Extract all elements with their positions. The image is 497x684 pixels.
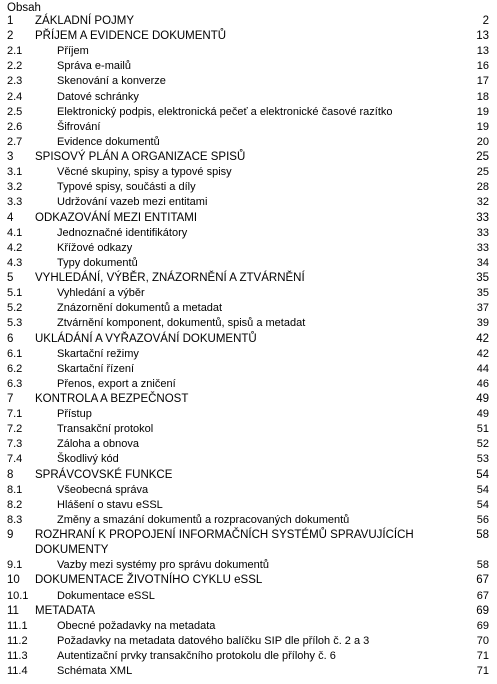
toc-entry-title: Udržování vazeb mezi entitami [57,196,208,209]
toc-entry-title: Přenos, export a zničení [57,377,176,390]
toc-entry-title: Skenování a konverze [57,75,166,88]
toc-entry-page: 33 [476,241,489,254]
toc-entry-title: ROZHRANÍ K PROPOJENÍ INFORMAČNÍCH SYSTÉMŮ SPRAVUJÍCÍCH DOKUMENTY [35,529,414,557]
toc-entry-title: PŘÍJEM A EVIDENCE DOKUMENTŮ [35,30,227,43]
toc-entry-page: 52 [476,438,489,451]
toc-entry-title: Skartační režimy [57,347,139,360]
toc-entry-title: Schémata XML [57,665,133,678]
toc-entry-page: 13 [476,30,489,43]
toc-entry-page: 16 [476,60,489,73]
toc-entry-page: 58 [476,559,489,572]
toc-entry-page: 42 [476,332,489,345]
toc-entry-number: 6.2 [7,362,23,375]
toc-entry-title: ZÁKLADNÍ POJMY [35,15,135,27]
toc-entry-page: 20 [476,135,489,148]
toc-entry-title: Transakční protokol [57,423,154,436]
toc-entry-number: 3.2 [7,181,23,194]
toc-entry-title: Datové schránky [57,90,139,103]
toc-entry-number: 9.1 [7,559,23,572]
toc-entry-page: 70 [476,634,489,647]
toc-entry-page: 67 [476,589,489,602]
toc-entry-number: 11.1 [7,619,28,632]
toc-entry-page: 13 [476,45,489,58]
toc-entry-number: 8.1 [7,483,23,496]
toc-entry-page: 19 [476,120,489,133]
toc-entry-title: DOKUMENTACE ŽIVOTNÍHO CYKLU eSSL [35,574,263,587]
toc-entry-title: Věcné skupiny, spisy a typové spisy [57,166,232,179]
toc-entry-number: 8 [7,468,14,481]
toc-entry-page: 42 [476,347,489,360]
toc-entry-number: 3.1 [7,166,23,179]
toc-entry-page: 69 [476,604,489,617]
toc-entry-number: 11 [7,604,19,617]
toc-entry-number: 10.1 [7,589,29,602]
toc-entry-title: Dokumentace eSSL [57,589,155,602]
toc-entry-title: Šifrování [57,120,101,133]
toc-entry-number: 10 [7,574,20,587]
toc-entry-page: 33 [476,226,489,239]
toc-entry-page: 32 [476,196,489,209]
toc-entry-number: 11.4 [7,665,28,678]
toc-entry-number: 2.3 [7,75,23,88]
toc-entry-number: 6.3 [7,377,23,390]
toc-entry-number: 11.3 [7,650,28,663]
toc-entry-number: 5.2 [7,302,23,315]
toc-entry-page: 37 [476,302,489,315]
toc-entry-title: Evidence dokumentů [57,135,160,148]
toc-entry-number: 3 [7,151,14,164]
toc-entry-page: 54 [476,498,489,511]
toc-entry-number: 2 [7,30,14,43]
toc-entry-page: 54 [476,468,489,481]
toc-entry-number: 1 [7,15,14,27]
toc-entry-title: SPISOVÝ PLÁN A ORGANIZACE SPISŮ [35,151,246,164]
toc-entry-page: 46 [476,377,489,390]
toc-entry-number: 11.2 [7,634,28,647]
toc-entry-number: 4.3 [7,256,23,269]
toc-entry-number: 6.1 [7,347,23,360]
toc-entry-page: 56 [476,513,489,526]
toc-entry-page: 34 [476,256,489,269]
toc-entry-title: Příjem [57,45,89,58]
toc-entry-title: Elektronický podpis, elektronická pečeť a elektronické časové razítko [57,105,393,118]
toc-entry-number: 8.2 [7,498,23,511]
toc-entry-number: 4 [7,211,14,224]
toc-entry-title: Typy dokumentů [57,256,138,269]
toc-entry-title: Všeobecná správa [57,483,149,496]
toc-entry-number: 5.3 [7,317,23,330]
toc-entry-title: KONTROLA A BEZPEČNOST [35,393,189,405]
toc-entry-page: 67 [476,574,489,587]
toc-entry-number: 7 [7,393,14,405]
toc-entry-title: Obecné požadavky na metadata [57,619,216,632]
toc-entry-title: Autentizační prvky transakčního protokolu dle přílohy č. 6 [57,650,336,663]
toc-entry-title: Znázornění dokumentů a metadat [57,302,223,315]
toc-entry-number: 2.7 [7,135,23,148]
toc-entry-title: Hlášení o stavu eSSL [57,498,163,511]
toc-entry-page: 19 [476,105,489,118]
toc-entry-number: 6 [7,332,14,345]
toc-entry-title: UKLÁDÁNÍ A VYŘAZOVÁNÍ DOKUMENTŮ [35,332,257,345]
toc-entry-page: 35 [476,272,489,285]
toc-entry-page: 71 [476,665,489,678]
toc-entry-number: 4.1 [7,226,23,239]
toc-entry-title: SPRÁVCOVSKÉ FUNKCE [35,468,173,481]
toc-entry-page: 58 [476,529,489,542]
toc-entry-number: 2.1 [7,45,23,58]
toc-entry-title: Vazby mezi systémy pro správu dokumentů [57,559,269,572]
toc-entry-title: Vyhledání a výběr [57,287,145,300]
toc-entry-title: Přístup [57,408,92,421]
toc-entry-number: 2.6 [7,120,23,133]
toc-entry-number: 7.2 [7,423,23,436]
toc-entry-page: 44 [476,362,489,375]
toc-entry-page: 49 [476,393,489,405]
toc-entry-page: 25 [476,151,489,164]
toc-entry-title: VYHLEDÁNÍ, VÝBĚR, ZNÁZORNĚNÍ A ZTVÁRNĚNÍ [35,272,305,285]
toc-entry-page: 51 [476,423,489,436]
toc-entry-page: 17 [476,75,489,88]
toc-entry-number: 2.2 [7,60,23,73]
toc-entry-title: METADATA [35,604,96,617]
toc-entry-page: 53 [476,453,489,466]
toc-entry-number: 5 [7,272,14,285]
toc-entry-number: 2.4 [7,90,23,103]
toc-entry-title: Typové spisy, součásti a díly [57,181,196,194]
toc-entry-number: 9 [7,529,14,542]
toc-entry-number: 7.3 [7,438,23,451]
toc-entry-title: Záloha a obnova [57,438,139,451]
toc-entry-page: 18 [476,90,489,103]
toc-entry-title: Požadavky na metadata datového balíčku SIP dle příloh č. 2 a 3 [57,634,370,647]
toc-entry-page: 39 [476,317,489,330]
toc-entry-number: 7.1 [7,408,23,421]
toc-entry-title: Správa e-mailů [57,60,131,73]
toc-entry-page: 35 [476,287,489,300]
toc-entry-number: 4.2 [7,241,23,254]
toc-entry-number: 8.3 [7,513,23,526]
toc-entry-title: Jednoznačné identifikátory [57,226,188,239]
toc-entry-page: 33 [476,211,489,224]
toc-entry-title: Změny a smazání dokumentů a rozpracovaných dokumentů [57,513,350,526]
toc-entry-page: 69 [476,619,489,632]
toc-entry-title: Ztvárnění komponent, dokumentů, spisů a metadat [57,317,306,330]
toc-entry-title: Škodlivý kód [57,453,119,466]
toc-heading: Obsah [7,2,41,14]
toc-entry-title: Křížové odkazy [57,241,133,254]
toc-entry-number: 7.4 [7,453,23,466]
toc-entry-page: 54 [476,483,489,496]
toc-entry-title: ODKAZOVÁNÍ MEZI ENTITAMI [35,211,198,224]
toc-entry-page: 25 [476,166,489,179]
toc-entry-page: 49 [476,408,489,421]
toc-entry-page: 71 [476,650,489,663]
toc-entry-title: Skartační řízení [57,362,135,375]
toc-entry-number: 2.5 [7,105,23,118]
toc-entry-page: 2 [482,15,489,27]
toc-entry-number: 5.1 [7,287,23,300]
toc-entry-page: 28 [476,181,489,194]
toc-entry-number: 3.3 [7,196,23,209]
